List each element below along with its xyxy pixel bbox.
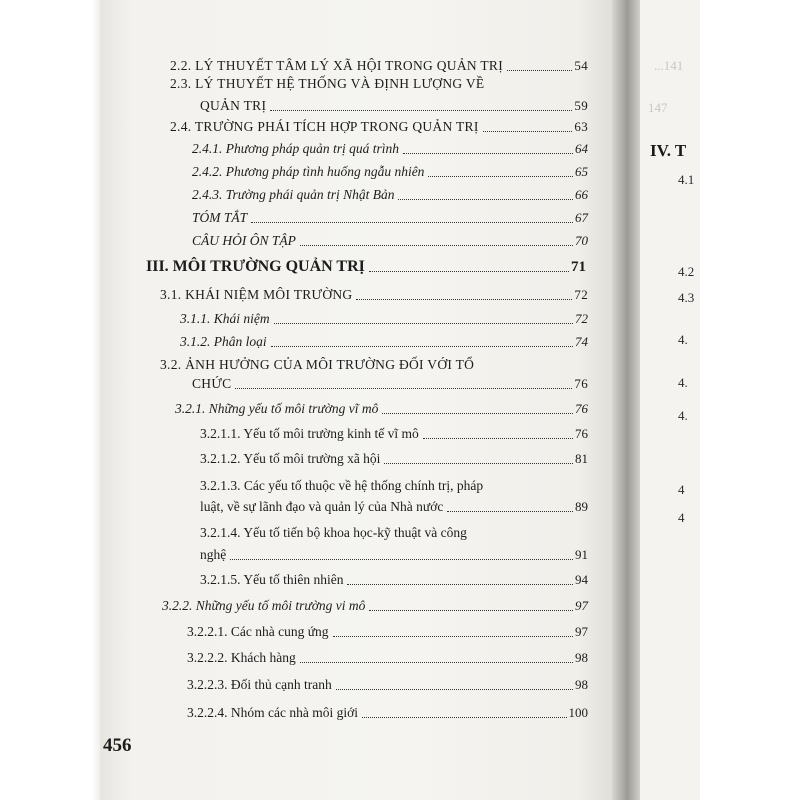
- toc-entry: TÓM TẮT 67: [192, 210, 588, 225]
- toc-entry: QUẢN TRỊ 59: [200, 98, 588, 113]
- toc-entry: 3.2.2.2. Khách hàng 98: [187, 650, 588, 665]
- facing-page-item: 4.: [678, 408, 688, 423]
- facing-page-item: 4.2: [678, 264, 695, 279]
- toc-entry: CHỨC 76: [192, 376, 588, 391]
- toc-entry-line: 3.2.1.4. Yếu tố tiến bộ khoa học-kỹ thuật và công: [200, 525, 467, 540]
- toc-entry: 3.2.1.2. Yếu tố môi trường xã hội 81: [200, 451, 588, 466]
- facing-page-item: 4: [678, 482, 685, 497]
- facing-page-item: 4.1: [678, 172, 695, 187]
- page-number: 456: [103, 735, 132, 756]
- toc-entry: 3.2.1. Những yếu tố môi trường vĩ mô 76: [175, 401, 588, 416]
- toc-entry: 3.1.1. Khái niệm 72: [180, 311, 588, 326]
- toc-entry: luật, về sự lãnh đạo và quản lý của Nhà nước 89: [200, 499, 588, 514]
- toc-entry: CÂU HỎI ÔN TẬP 70: [192, 233, 588, 248]
- toc-entry: 3.2.1.5. Yếu tố thiên nhiên 94: [200, 572, 588, 587]
- facing-page-item: 4.3: [678, 290, 695, 305]
- toc-entry: 2.4.2. Phương pháp tình huống ngẫu nhiên 65: [192, 164, 588, 179]
- toc-chapter-entry: III. MÔI TRƯỜNG QUẢN TRỊ 71: [146, 258, 586, 275]
- facing-page-item: 4.: [678, 332, 688, 347]
- toc-entry: 2.4.1. Phương pháp quản trị quá trình 64: [192, 141, 588, 156]
- facing-page-heading: IV. T: [650, 141, 687, 160]
- toc-entry-line: 3.2. ẢNH HƯỞNG CỦA MÔI TRƯỜNG ĐỐI VỚI TỔ: [160, 357, 475, 372]
- toc-entry: 2.4.3. Trường phái quản trị Nhật Bản 66: [192, 187, 588, 202]
- toc-entry: 3.2.2.4. Nhóm các nhà môi giới 100: [187, 705, 588, 720]
- toc-entry-line: 2.3. LÝ THUYẾT HỆ THỐNG VÀ ĐỊNH LƯỢNG VỀ: [170, 76, 485, 91]
- facing-page-item: 4.: [678, 375, 688, 390]
- toc-entry-line: 3.2.1.3. Các yếu tố thuộc về hệ thống chính trị, pháp: [200, 478, 484, 493]
- facing-page: ...141 147 IV. T 4.1 4.2 4.3 4. 4. 4. 4 4: [640, 0, 700, 800]
- toc-entry: 3.1. KHÁI NIỆM MÔI TRƯỜNG 72: [160, 287, 588, 302]
- toc-entry: 2.4. TRƯỜNG PHÁI TÍCH HỢP TRONG QUẢN TRỊ 63: [170, 119, 588, 134]
- toc-entry: 3.2.2.1. Các nhà cung ứng 97: [187, 624, 588, 639]
- toc-entry: 2.2. LÝ THUYẾT TÂM LÝ XÃ HỘI TRONG QUẢN TRỊ 54: [170, 58, 588, 73]
- facing-page-item: 4: [678, 510, 685, 525]
- toc-entry: 3.1.2. Phân loại 74: [180, 334, 588, 349]
- toc-entry: 3.2.1.1. Yếu tố môi trường kinh tế vĩ mô 76: [200, 426, 588, 441]
- toc-entry: 3.2.2. Những yếu tố môi trường vi mô 97: [162, 598, 588, 613]
- toc-entry: 3.2.2.3. Đối thủ cạnh tranh 98: [187, 677, 588, 692]
- toc-entry: nghệ 91: [200, 547, 588, 562]
